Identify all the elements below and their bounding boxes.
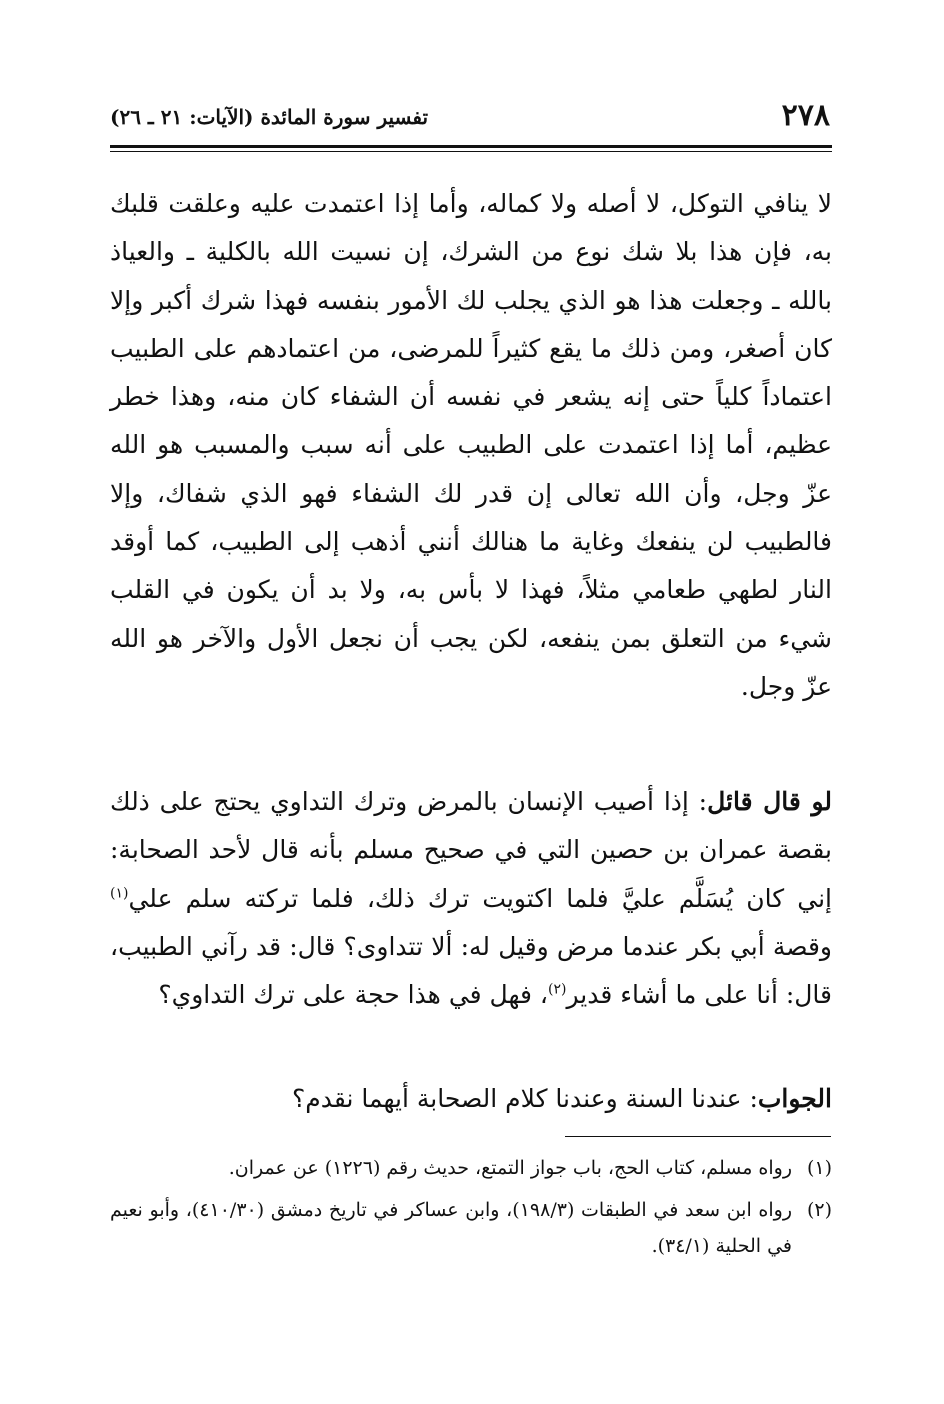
paragraph-2-text-a: : إذا أصيب الإنسان بالمرض وترك التداوي يحتج على ذلك بقصة عمران بن حصين التي في صحيح مسلم بأنه قال لأحد الصحابة: إني كان يُسَلَّم عليَّ فلما اكتويت ترك ذلك، فلما تركته سلم علي <box>110 787 832 913</box>
footnote-ref-1[interactable]: (١) <box>110 885 129 902</box>
header-rule-thin <box>110 151 832 152</box>
footnote-separator <box>565 1136 831 1137</box>
footnote-2-text: رواه ابن سعد في الطبقات (١٩٨/٣)، وابن عساكر في تاريخ دمشق (٤١٠/٣٠)، وأبو نعيم في الحلية (٣٤/١). <box>110 1199 793 1257</box>
footnote-1-marker: (١) <box>806 1157 832 1179</box>
paragraph-3 <box>110 1075 832 1123</box>
footnote-ref-2[interactable]: (٢) <box>547 981 567 998</box>
paragraph-3-lead: الجواب <box>757 1084 832 1113</box>
footnote-2-marker: (٢) <box>806 1199 833 1221</box>
footnote-1-text: رواه مسلم، كتاب الحج، باب جواز التمتع، حديث رقم (١٢٢٦) عن عمران. <box>228 1157 792 1179</box>
header-rule-thick <box>110 145 832 148</box>
page-number: ٢٧٨ <box>781 98 830 133</box>
footnote-1 <box>110 1150 832 1186</box>
paragraph-2-text-c: ، فهل في هذا حجة على ترك التداوي؟ <box>158 980 548 1010</box>
paragraph-2-text-b: وقصة أبي بكر عندما مرض وقيل له: ألا تتداوى؟ قال: قد رآني الطبيب، قال: أنا على ما أشاء قدير <box>110 931 832 1010</box>
paragraph-2 <box>110 778 832 1019</box>
body-text <box>110 180 832 1113</box>
footnote-2 <box>110 1192 832 1264</box>
page-header <box>110 96 830 140</box>
paragraph-2-lead: لو قال قائل <box>707 787 832 816</box>
footnotes <box>110 1150 832 1270</box>
paragraph-1: لا ينافي التوكل، لا أصله ولا كماله، وأما إذا اعتمدت عليه وعلقت قلبك به، فإن هذا بلا شك نوع من الشرك، إن نسيت الله بالكلية ـ والعياذ بالله ـ وجعلت هذا هو الذي يجلب لك الأمور بنفسه فهذا شرك أكبر وإلا كان أصغر، ومن ذلك ما يقع كثيراً للمرضى، من اعتمادهم على الطبيب اعتماداً كلياً حتى إنه يشعر في نفسه أن الشفاء كان منه، وهذا خطر عظيم، أما إذا اعتمدت على الطبيب على أنه سبب والمسبب هو الله عزّ وجل، وأن الله تعالى إن قدر لك الشفاء فهو الذي شفاك، وإلا فالطبيب لن ينفعك وغاية ما هنالك أنني أذهب إلى الطبيب، كما أوقد النار لطهي طعامي مثلاً، فهذا لا بأس به، ولا بد أن يكون في القلب شيء من التعلق بمن ينفعه، لكن يجب أن نجعل الأول والآخر هو الله عزّ وجل. <box>110 189 832 701</box>
running-title: تفسير سورة المائدة (الآيات: ٢١ ـ ٢٦) <box>110 105 429 129</box>
paragraph-3-text: : عندنا السنة وعندنا كلام الصحابة أيهما نقدم؟ <box>292 1084 758 1113</box>
